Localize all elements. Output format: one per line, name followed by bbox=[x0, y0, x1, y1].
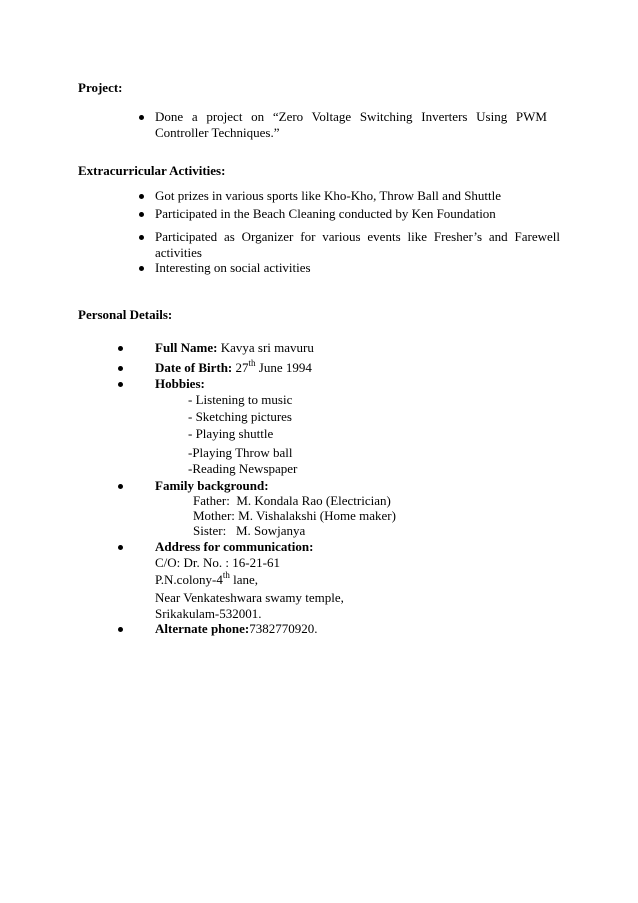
extracurricular-bullet-icon bbox=[139, 266, 144, 271]
address-line: C/O: Dr. No. : 16-21-61 bbox=[155, 555, 280, 570]
address-line: Srikakulam-532001. bbox=[155, 606, 262, 621]
personal-bullet-icon bbox=[118, 346, 123, 351]
project-bullet-icon bbox=[139, 115, 144, 120]
address-line2-post: lane, bbox=[229, 572, 259, 587]
personal-details-heading: Personal Details: bbox=[78, 307, 173, 322]
address-line bbox=[155, 569, 259, 588]
address-line: Near Venkateshwara swamy temple, bbox=[155, 590, 344, 605]
family-member: Sister: M. Sowjanya bbox=[193, 523, 306, 538]
dob-rest: June 1994 bbox=[258, 360, 312, 375]
extracurricular-item: Participated in the Beach Cleaning conducted by Ken Foundation bbox=[155, 206, 496, 221]
hobby-item: - Sketching pictures bbox=[188, 409, 292, 424]
dob-day: 27 bbox=[235, 360, 249, 375]
alternate-phone-row bbox=[155, 621, 318, 637]
address-line2-pre: P.N.colony-4 bbox=[155, 572, 223, 587]
dob-label: Date of Birth: bbox=[155, 360, 233, 375]
address-line2-suffix: th bbox=[222, 569, 230, 580]
project-item-line2: Controller Techniques.” bbox=[155, 125, 280, 140]
dob-suffix: th bbox=[248, 357, 256, 368]
hobby-item: - Listening to music bbox=[188, 392, 293, 407]
personal-bullet-icon bbox=[118, 545, 123, 550]
personal-bullet-icon bbox=[118, 366, 123, 371]
personal-bullet-icon bbox=[118, 382, 123, 387]
hobby-item: - Playing shuttle bbox=[188, 426, 274, 441]
extracurricular-item bbox=[155, 229, 560, 261]
hobby-item: -Reading Newspaper bbox=[188, 461, 298, 476]
full-name-value: Kavya sri mavuru bbox=[220, 340, 314, 355]
family-background-label: Family background: bbox=[155, 478, 269, 493]
extracurricular-item-line2: activities bbox=[155, 245, 202, 260]
extracurricular-item: Got prizes in various sports like Kho-Kho, Throw Ball and Shuttle bbox=[155, 188, 502, 203]
date-of-birth-row bbox=[155, 357, 312, 376]
personal-bullet-icon bbox=[118, 627, 123, 632]
project-heading: Project: bbox=[78, 80, 123, 95]
extracurricular-bullet-icon bbox=[139, 235, 144, 240]
family-member: Father: M. Kondala Rao (Electrician) bbox=[193, 493, 391, 508]
extracurricular-item: Interesting on social activities bbox=[155, 260, 311, 275]
project-item bbox=[155, 109, 547, 141]
extracurricular-item-line1: Participated as Organizer for various events like Fresher’s and Farewell bbox=[155, 229, 560, 244]
full-name-row bbox=[155, 340, 314, 356]
extracurricular-bullet-icon bbox=[139, 212, 144, 217]
hobbies-label: Hobbies: bbox=[155, 376, 205, 391]
phone-value: 7382770920. bbox=[249, 621, 318, 636]
full-name-label: Full Name: bbox=[155, 340, 218, 355]
address-label: Address for communication: bbox=[155, 539, 314, 554]
family-member: Mother: M. Vishalakshi (Home maker) bbox=[193, 508, 396, 523]
extracurricular-heading: Extracurricular Activities: bbox=[78, 163, 226, 178]
hobby-item: -Playing Throw ball bbox=[188, 445, 293, 460]
phone-label: Alternate phone: bbox=[155, 621, 250, 636]
extracurricular-bullet-icon bbox=[139, 194, 144, 199]
personal-bullet-icon bbox=[118, 484, 123, 489]
project-item-line1: Done a project on “Zero Voltage Switching Inverters Using PWM bbox=[155, 109, 547, 124]
